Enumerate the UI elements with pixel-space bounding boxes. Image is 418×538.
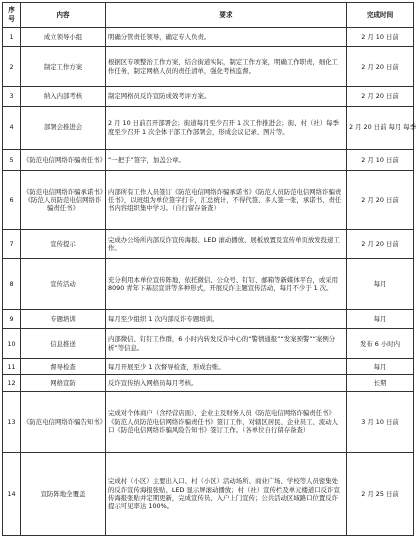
table-row bbox=[3, 149, 414, 170]
row-no: 6 bbox=[3, 171, 21, 230]
row-content: 纳入内部考核 bbox=[21, 87, 106, 106]
row-no: 3 bbox=[3, 87, 21, 106]
table-row bbox=[3, 47, 414, 87]
row-no: 2 bbox=[3, 47, 21, 87]
row-deadline: 每月 bbox=[347, 258, 414, 309]
row-no: 1 bbox=[3, 28, 21, 47]
table-row bbox=[3, 87, 414, 106]
header-requirement: 要求 bbox=[106, 3, 347, 28]
table-row bbox=[3, 329, 414, 359]
row-requirement: 每月开展至少 1 次督导检查，形成台账。 bbox=[106, 359, 347, 375]
row-requirement: “一把手”签字，加盖公章。 bbox=[106, 149, 347, 170]
row-requirement: 根据区专项整治工作方案，结合街道实际，制定工作方案，明确工作职责，细化工作任务，制定网格人员的责任清单，强化考核监督。 bbox=[106, 47, 347, 87]
row-no: 11 bbox=[3, 359, 21, 375]
table-row bbox=[3, 375, 414, 391]
task-table-wrapper bbox=[2, 2, 417, 536]
row-requirement: 内部微信、钉钉工作群，6 小时内转发反诈中心的“警情通报”“发案预警”“案例分析”等信息。 bbox=[106, 329, 347, 359]
row-deadline: 2 月 20 日前 bbox=[347, 171, 414, 230]
row-deadline: 2 月 20 日前 每月 每季 bbox=[347, 106, 414, 149]
row-requirement: 内部所有工作人员签订《防范电信网络诈骗承诺书》《防范人员防范电信网络诈骗责任书》，以班组为单位签字打卡，汇总统计，不得代签、多人签一张，承诺书、责任书内容组织集中学习。（自行留存备查） bbox=[106, 171, 347, 230]
row-no: 10 bbox=[3, 329, 21, 359]
row-deadline: 2 月 20 日前 bbox=[347, 87, 414, 106]
row-requirement: 制定网格员反诈宣防成效考评方案。 bbox=[106, 87, 347, 106]
table-row bbox=[3, 28, 414, 47]
table-row bbox=[3, 230, 414, 259]
row-no: 12 bbox=[3, 375, 21, 391]
row-deadline: 每月 bbox=[347, 310, 414, 329]
header-content: 内容 bbox=[21, 3, 106, 28]
row-deadline: 2 月 10 日前 bbox=[347, 28, 414, 47]
row-requirement: 充分利用本单位宣传阵地，依托微信、公众号、钉钉、邮箱等新媒体平台，或采用 8090 青年下基层宣讲等多种形式，开展反诈主题宣传活动，每月不少于 1 次。 bbox=[106, 258, 347, 309]
header-deadline: 完成时间 bbox=[347, 3, 414, 28]
row-deadline: 发布 6 小时内 bbox=[347, 329, 414, 359]
row-content: 《防范电信网络诈骗承诺书》《防范人员防范电信网络诈骗责任书》 bbox=[21, 171, 106, 230]
row-content: 宣传提示 bbox=[21, 230, 106, 259]
row-content: 成立领导小组 bbox=[21, 28, 106, 47]
row-content: 信息推送 bbox=[21, 329, 106, 359]
row-content: 宣防阵地全覆盖 bbox=[21, 453, 106, 536]
table-row bbox=[3, 359, 414, 375]
row-content: 网格宣防 bbox=[21, 375, 106, 391]
row-deadline: 2 月 25 日前 bbox=[347, 453, 414, 536]
row-no: 14 bbox=[3, 453, 21, 536]
row-content: 《防范电信网络诈骗告知书》 bbox=[21, 391, 106, 452]
row-requirement: 完成办公场所内部反诈宣传海报、LED 滚动播放、展板放置及宣传单页放发投递工作。 bbox=[106, 230, 347, 259]
table-row bbox=[3, 453, 414, 536]
row-deadline: 2 月 10 日前 bbox=[347, 149, 414, 170]
header-no: 序号 bbox=[3, 3, 21, 28]
table-row bbox=[3, 171, 414, 230]
row-deadline: 2 月 20 日前 bbox=[347, 47, 414, 87]
row-no: 13 bbox=[3, 391, 21, 452]
row-requirement: 反诈宣传纳入网格员每月考核。 bbox=[106, 375, 347, 391]
row-requirement: 2 月 10 日前召开部署会；街道每月至少召开 1 次工作推进会；街、村（社）每季度至少召开 1 次全体干部工作部署会，形成会议记录、图片等。 bbox=[106, 106, 347, 149]
row-no: 5 bbox=[3, 149, 21, 170]
table-row bbox=[3, 258, 414, 309]
row-content: 制定工作方案 bbox=[21, 47, 106, 87]
row-deadline: 2 月 20 日前 bbox=[347, 230, 414, 259]
task-table bbox=[2, 2, 417, 536]
table-header-row bbox=[3, 3, 414, 28]
row-no: 7 bbox=[3, 230, 21, 259]
row-requirement: 明确分管责任领导，确定专人负责。 bbox=[106, 28, 347, 47]
row-requirement: 完成对个体商户（含经营店面）、企业主及财务人员《防范电信网络诈骗责任书》《防范人员防范电信网络诈骗责任书》签订工作，对辖区居民、企业员工、流动人口《防范电信网络诈骗风险告知书》签订工作。（各单位自行留存备查） bbox=[106, 391, 347, 452]
row-no: 9 bbox=[3, 310, 21, 329]
table-row bbox=[3, 310, 414, 329]
row-no: 4 bbox=[3, 106, 21, 149]
table-row bbox=[3, 391, 414, 452]
row-deadline: 3 月 10 日前 bbox=[347, 391, 414, 452]
row-content: 宣传活动 bbox=[21, 258, 106, 309]
row-deadline: 每月 bbox=[347, 359, 414, 375]
row-requirement: 每月至少组织 1 次内部反诈专题培训。 bbox=[106, 310, 347, 329]
row-content: 《防范电信网络诈骗责任书》 bbox=[21, 149, 106, 170]
row-no: 8 bbox=[3, 258, 21, 309]
row-deadline: 长期 bbox=[347, 375, 414, 391]
row-requirement: 完成村（小区）主要出入口、村（小区）活动场所、商业广场、学校等人员密集处的反诈宣传海报张贴、LED 显示屏滚动播放；村（社）宣传栏及单元楼道口反诈宣传海报张贴并定期更新，完成宣传员、入户上门宣传；公共活动区域路口位置反诈提示可见率达 100%。 bbox=[106, 453, 347, 536]
table-row bbox=[3, 106, 414, 149]
row-content: 督导检查 bbox=[21, 359, 106, 375]
row-content: 部署会推进会 bbox=[21, 106, 106, 149]
row-content: 专题培训 bbox=[21, 310, 106, 329]
